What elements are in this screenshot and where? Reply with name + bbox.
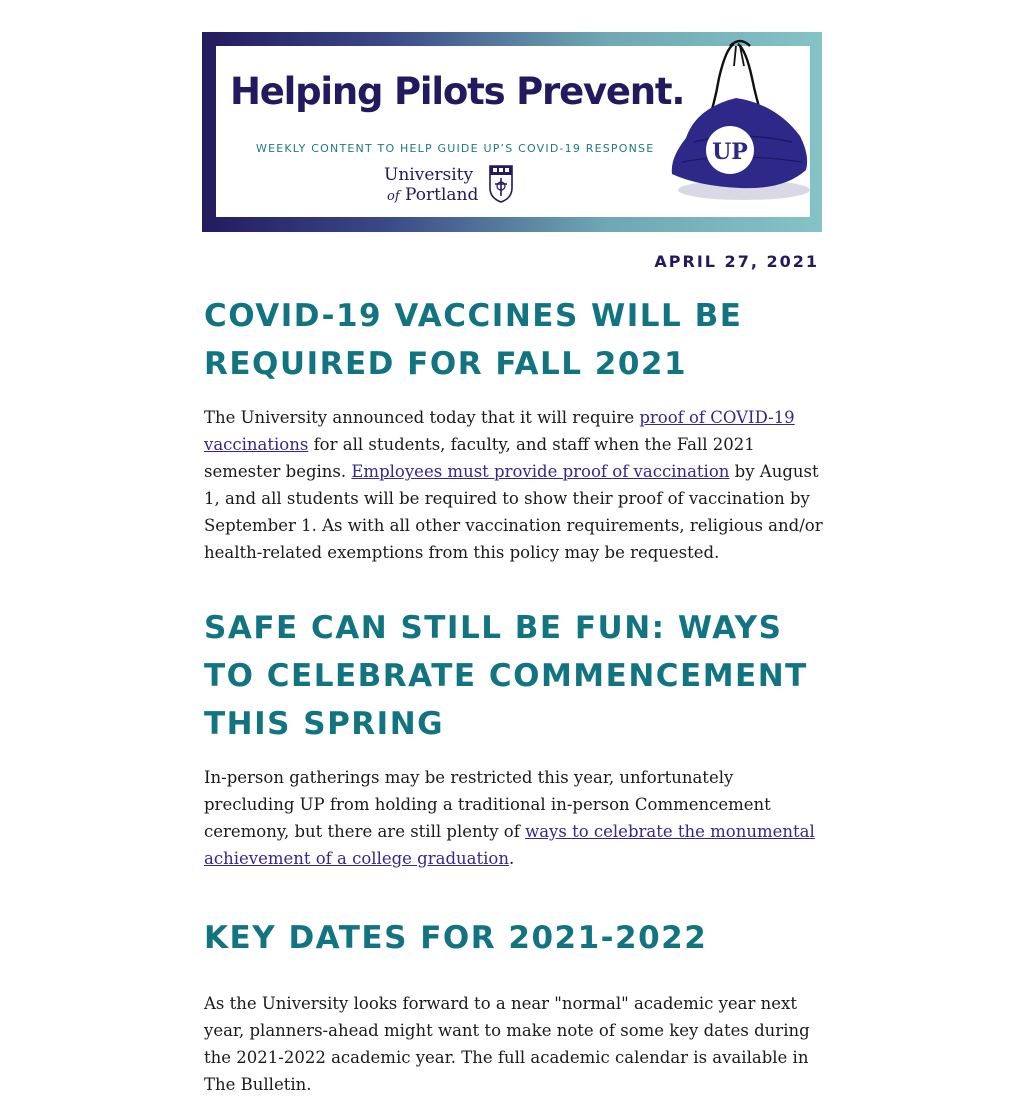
article-heading: COVID-19 VACCINES WILL BE REQUIRED FOR FALL 2021	[204, 298, 743, 382]
employees-proof-link[interactable]: Employees must provide proof of vaccination	[351, 462, 730, 481]
body-text: The University announced today that it will require	[204, 408, 640, 427]
logo-portland-line	[387, 185, 478, 205]
article-body	[204, 404, 824, 566]
article-body	[204, 764, 824, 872]
logo-portland-text: Portland	[405, 185, 479, 205]
issue-date: APRIL 27, 2021	[654, 252, 819, 271]
mask-up-logo-text: UP	[712, 139, 748, 165]
celebrate-graduation-link[interactable]: ways to celebrate the monumental achievement of a college graduation	[204, 822, 815, 868]
body-text: In-person gatherings may be restricted this year, unfortunately precluding UP from holding a traditional in-person Commencement ceremony, but there are still plenty of	[204, 768, 771, 841]
proof-of-vaccinations-link[interactable]: proof of COVID-19 vaccinations	[204, 408, 795, 454]
article-vaccines	[204, 292, 824, 566]
article-commencement	[204, 604, 824, 872]
newsletter-content	[204, 292, 824, 1098]
banner-inner-panel	[216, 46, 810, 217]
university-crest-icon	[488, 164, 514, 204]
body-text: for all students, faculty, and staff when the Fall 2021 semester begins.	[204, 435, 755, 481]
body-text: by August 1, and all students will be required to show their proof of vaccination by September 1. As with all other vaccination requirements, religious and/or health-related exemptions from this policy may be requested.	[204, 462, 823, 562]
logo-of-text: of	[387, 189, 400, 204]
up-face-mask-icon	[664, 38, 814, 208]
article-heading: SAFE CAN STILL BE FUN: WAYS TO CELEBRATE COMMENCEMENT THIS SPRING	[204, 610, 808, 742]
banner-subtitle: WEEKLY CONTENT TO HELP GUIDE UP’S COVID-19 RESPONSE	[256, 142, 655, 155]
article-heading: KEY DATES FOR 2021-2022	[204, 920, 708, 956]
article-key-dates	[204, 914, 824, 1098]
university-of-portland-logo	[384, 162, 524, 208]
logo-university-text: University	[384, 165, 474, 185]
newsletter-banner	[202, 32, 822, 232]
body-text: .	[508, 849, 515, 868]
article-body: As the University looks forward to a near "normal" academic year next year, planners-ahead might want to make note of some key dates during the 2021-2022 academic year. The full academic calendar is available in The Bulletin.	[204, 994, 810, 1094]
banner-title: Helping Pilots Prevent.	[230, 70, 685, 113]
